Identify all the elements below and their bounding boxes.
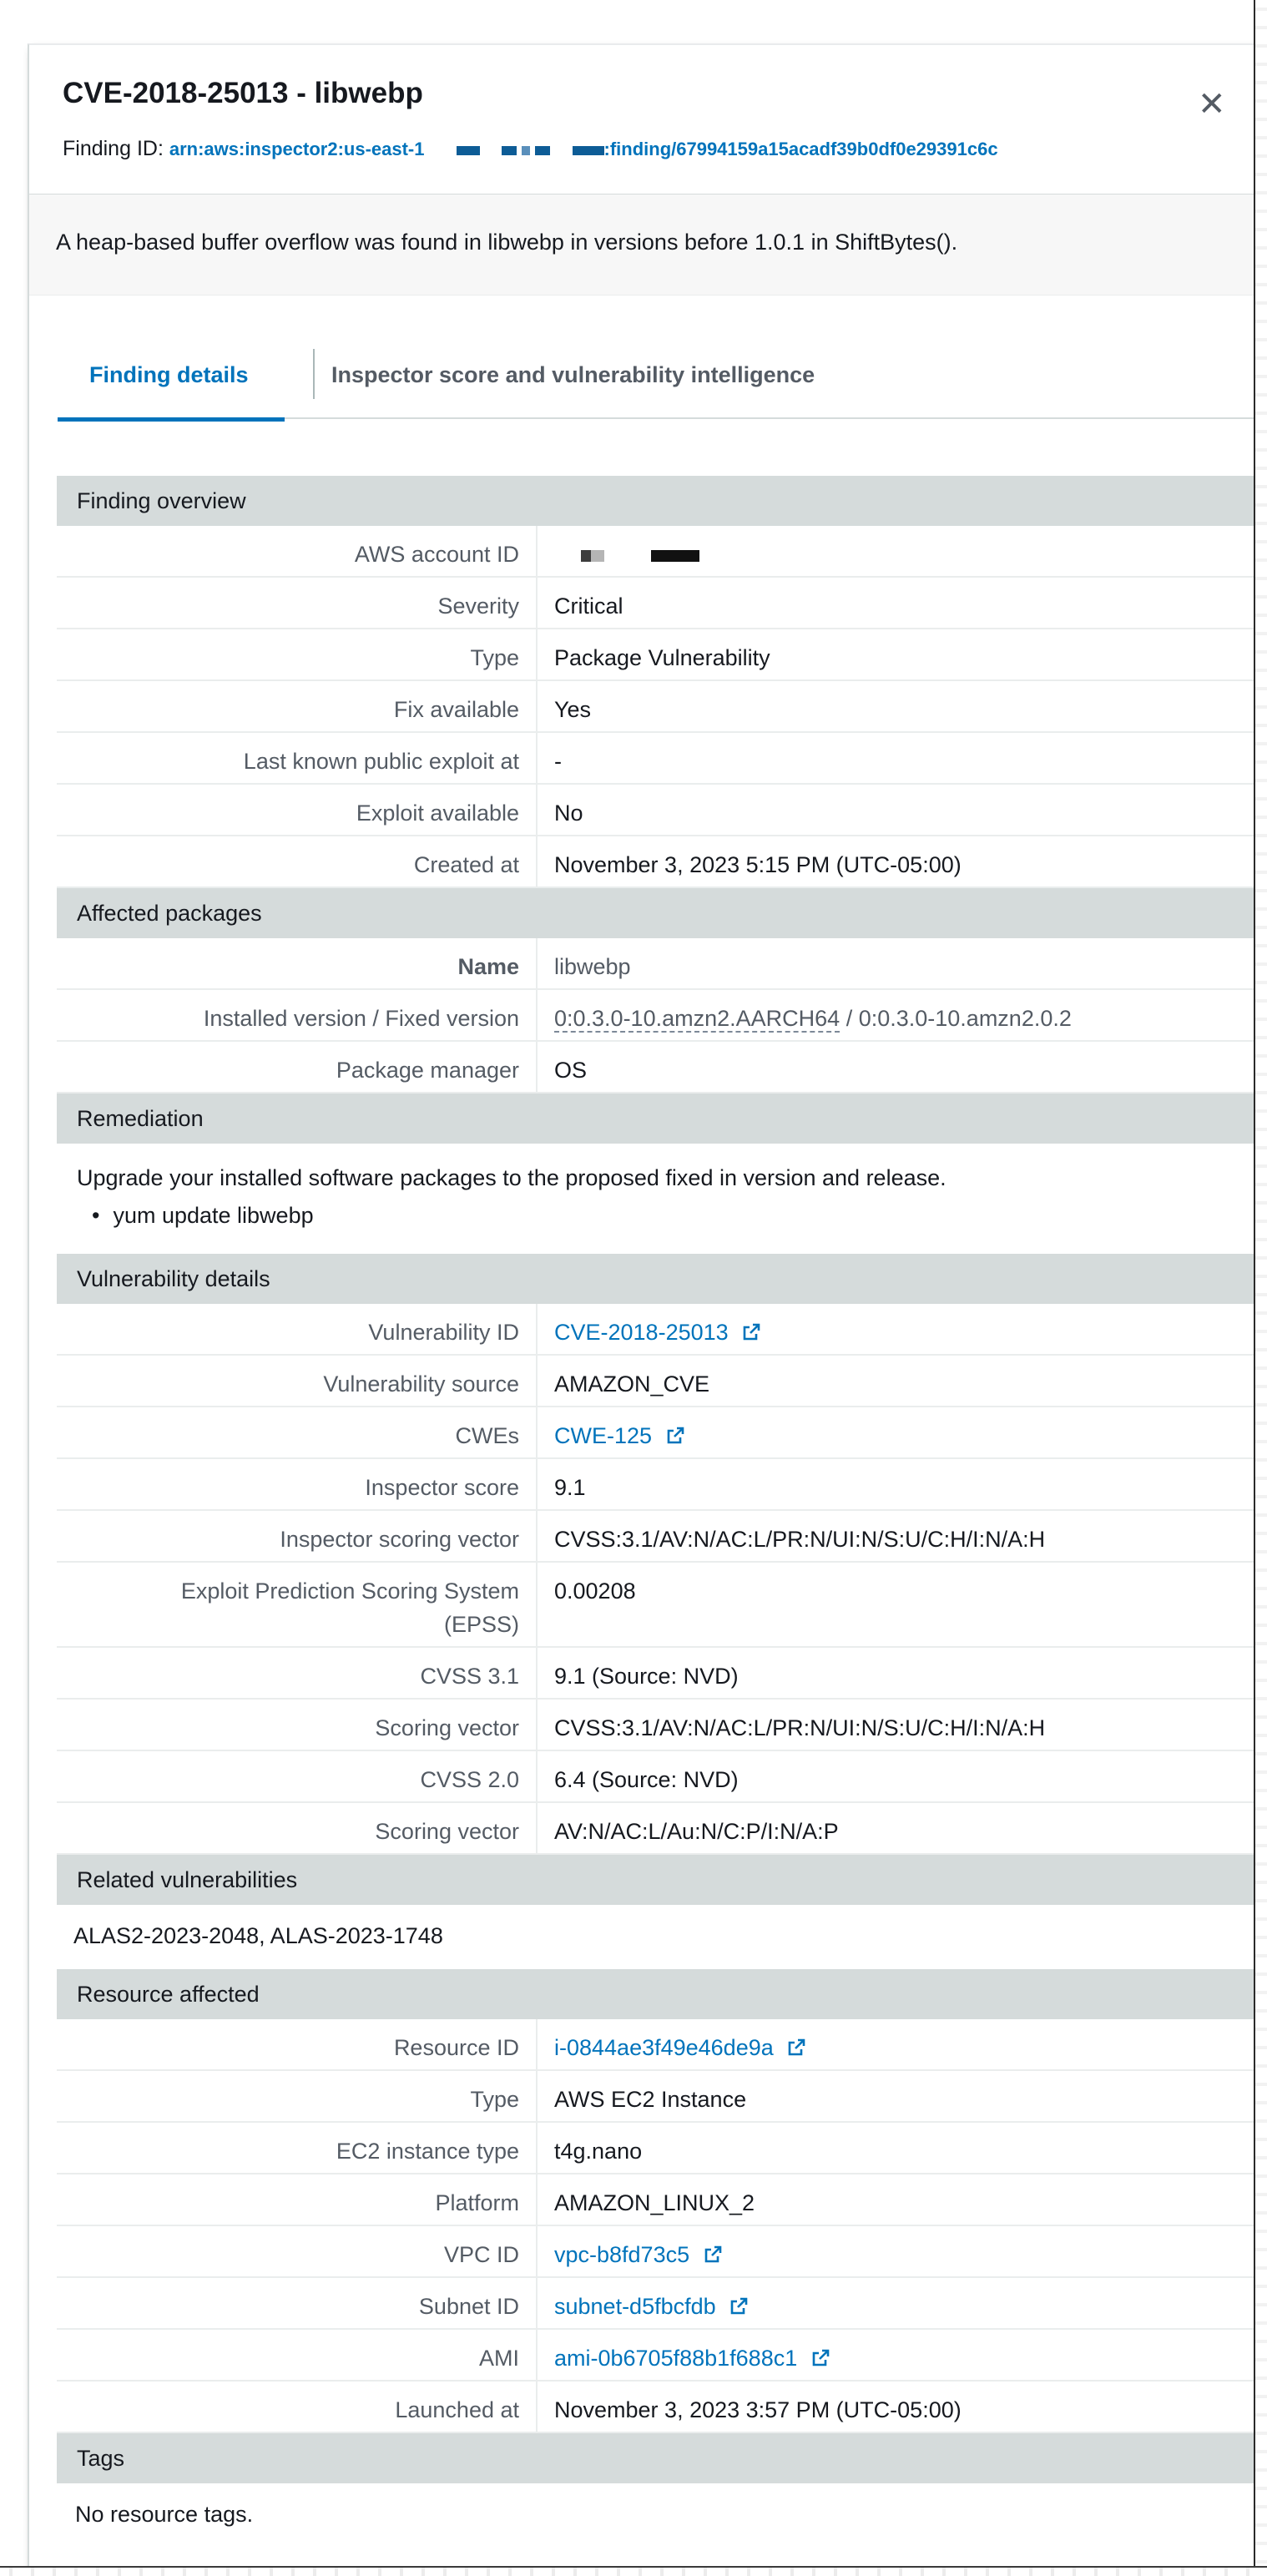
row-key: Resource ID: [57, 2019, 538, 2069]
section-header-vulnerability-details: Vulnerability details: [57, 1254, 1261, 1304]
table-row: [57, 938, 1261, 990]
vulnerability-id-value: [538, 1304, 761, 1354]
table-row: [57, 1511, 1261, 1563]
table-row: [57, 785, 1261, 836]
row-key: Severity: [57, 578, 538, 628]
tab-bar: [58, 331, 1261, 419]
table-row: [57, 2330, 1261, 2382]
row-key: Subnet ID: [57, 2278, 538, 2328]
table-row: [57, 2278, 1261, 2330]
redaction-mark: [502, 146, 517, 155]
table-row: [57, 2019, 1261, 2071]
subnet-id-value: [538, 2278, 749, 2328]
row-key: Inspector score: [57, 1459, 538, 1509]
vulnerability-source-value: AMAZON_CVE: [554, 1371, 710, 1397]
table-row: [57, 1459, 1261, 1511]
remediation-command: • yum update libwebp: [57, 1200, 1261, 1254]
ami-link[interactable]: ami-0b6705f88b1f688c1: [554, 2346, 798, 2371]
external-link-icon[interactable]: [786, 2038, 806, 2058]
table-row: [57, 2123, 1261, 2174]
cwes-value: [538, 1407, 685, 1457]
vpc-id-value: [538, 2226, 723, 2276]
row-key: Vulnerability ID: [57, 1304, 538, 1354]
row-key: Type: [57, 2071, 538, 2121]
section-header-remediation: Remediation: [57, 1094, 1261, 1144]
row-key: AWS account ID: [57, 526, 538, 576]
table-row: [57, 733, 1261, 785]
table-row: [57, 1803, 1261, 1855]
row-key: Inspector scoring vector: [57, 1511, 538, 1561]
vulnerability-id-link[interactable]: CVE-2018-25013: [554, 1320, 729, 1345]
redaction-mark: [581, 550, 591, 562]
redaction-mark: [457, 146, 480, 155]
resource-id-value: [538, 2019, 806, 2069]
row-key: Name: [57, 938, 538, 988]
created-at-value: November 3, 2023 5:15 PM (UTC-05:00): [554, 852, 962, 877]
related-vulnerabilities-value: ALAS2-2023-2048, ALAS-2023-1748: [73, 1923, 443, 1948]
table-row: [57, 1304, 1261, 1356]
redaction-mark: [522, 146, 530, 155]
inspector-score-value: 9.1: [554, 1475, 586, 1500]
finding-id-label: Finding ID:: [63, 137, 164, 160]
tab-inspector-score[interactable]: Inspector score and vulnerability intelligence: [331, 362, 815, 387]
finding-content: [57, 476, 1261, 2548]
inspector-vector-value: CVSS:3.1/AV:N/AC:L/PR:N/UI:N/S:U/C:H/I:N/A:H: [554, 1527, 1046, 1552]
external-link-icon[interactable]: [665, 1426, 685, 1446]
package-name-value: libwebp: [554, 954, 631, 979]
row-key: Vulnerability source: [57, 1356, 538, 1406]
row-key: Type: [57, 629, 538, 679]
table-row: [57, 1751, 1261, 1803]
table-row: [57, 2071, 1261, 2123]
table-row: [57, 836, 1261, 888]
table-row: [57, 681, 1261, 733]
row-key: Exploit Prediction Scoring System (EPSS): [57, 1563, 538, 1646]
row-key: Launched at: [57, 2382, 538, 2432]
table-row: [57, 1563, 1261, 1648]
redaction-mark: [651, 550, 699, 562]
section-header-tags: Tags: [57, 2433, 1261, 2483]
cvss31-value: 9.1 (Source: NVD): [554, 1664, 739, 1689]
remediation-text: Upgrade your installed software packages to the proposed fixed in version and release.: [77, 1165, 946, 1190]
redaction-mark: [591, 550, 604, 562]
finding-detail-panel: [28, 43, 1261, 2568]
installed-version[interactable]: 0:0.3.0-10.amzn2.AARCH64: [554, 1006, 840, 1031]
page-title: CVE-2018-25013 - libwebp: [63, 77, 423, 109]
row-key: CWEs: [57, 1407, 538, 1457]
cwe-link[interactable]: CWE-125: [554, 1423, 653, 1448]
cvss31-vector-value: CVSS:3.1/AV:N/AC:L/PR:N/UI:N/S:U/C:H/I:N/A:H: [554, 1715, 1046, 1740]
fix-available-value: Yes: [554, 697, 592, 722]
fixed-version: 0:0.3.0-10.amzn2.0.2: [858, 1006, 1072, 1031]
row-key: Exploit available: [57, 785, 538, 835]
package-manager-value: OS: [554, 1058, 588, 1083]
type-value: Package Vulnerability: [554, 645, 770, 670]
ec2-instance-type-value: t4g.nano: [554, 2139, 643, 2164]
table-row: [57, 2382, 1261, 2433]
close-icon[interactable]: ✕: [1198, 86, 1226, 123]
panel-header: [29, 45, 1261, 192]
finding-arn-prefix: arn:aws:inspector2:us-east-1: [169, 139, 425, 159]
ami-value: [538, 2330, 830, 2380]
table-row: [57, 1042, 1261, 1094]
row-key: EC2 instance type: [57, 2123, 538, 2173]
table-row: [57, 2174, 1261, 2226]
row-key: Last known public exploit at: [57, 733, 538, 783]
table-row: [57, 1356, 1261, 1407]
table-row: [57, 526, 1261, 578]
row-key: AMI: [57, 2330, 538, 2380]
row-key: CVSS 3.1: [57, 1648, 538, 1698]
row-key: Package manager: [57, 1042, 538, 1092]
version-value: [538, 990, 1072, 1040]
severity-value: Critical: [554, 593, 623, 619]
table-row: [57, 578, 1261, 629]
section-header-finding-overview: Finding overview: [57, 476, 1261, 526]
torn-edge-decoration: [1254, 0, 1267, 2576]
external-link-icon[interactable]: [741, 1322, 761, 1342]
subnet-id-link[interactable]: subnet-d5fbcfdb: [554, 2294, 716, 2319]
row-key: Fix available: [57, 681, 538, 731]
row-key: Platform: [57, 2174, 538, 2225]
row-key: Installed version / Fixed version: [57, 990, 538, 1040]
finding-description: A heap-based buffer overflow was found in libwebp in versions before 1.0.1 in ShiftBytes().: [56, 230, 958, 255]
exploit-available-value: No: [554, 801, 583, 826]
table-row: [57, 2226, 1261, 2278]
row-key: VPC ID: [57, 2226, 538, 2276]
external-link-icon[interactable]: [703, 2245, 723, 2265]
version-separator: /: [840, 1006, 859, 1031]
external-link-icon[interactable]: [810, 2348, 830, 2368]
redaction-mark: [535, 146, 550, 155]
finding-arn-suffix: :finding/67994159a15acadf39b0df0e29391c6c: [603, 139, 998, 159]
redaction-mark: [573, 146, 604, 155]
description-box: [29, 194, 1261, 295]
cvss20-vector-value: AV:N/AC:L/Au:N/C:P/I:N/A:P: [554, 1819, 839, 1844]
table-row: [57, 1648, 1261, 1700]
epss-value: 0.00208: [554, 1578, 636, 1604]
last-exploit-value: -: [554, 749, 562, 774]
launched-at-value: November 3, 2023 3:57 PM (UTC-05:00): [554, 2397, 962, 2422]
finding-arn-link[interactable]: [169, 139, 998, 159]
torn-edge-decoration: [0, 2566, 1267, 2576]
tab-finding-details[interactable]: Finding details: [58, 331, 285, 422]
row-key: CVSS 2.0: [57, 1751, 538, 1801]
row-key: Created at: [57, 836, 538, 886]
resource-id-link[interactable]: i-0844ae3f49e46de9a: [554, 2035, 774, 2060]
external-link-icon[interactable]: [729, 2296, 749, 2316]
table-row: [57, 990, 1261, 1042]
table-row: [57, 1407, 1261, 1459]
tags-value: No resource tags.: [75, 2502, 254, 2527]
vpc-id-link[interactable]: vpc-b8fd73c5: [554, 2242, 690, 2267]
cvss20-value: 6.4 (Source: NVD): [554, 1767, 739, 1792]
platform-value: AMAZON_LINUX_2: [554, 2190, 755, 2215]
section-header-resource-affected: Resource affected: [57, 1969, 1261, 2019]
resource-type-value: AWS EC2 Instance: [554, 2087, 747, 2112]
section-header-affected-packages: Affected packages: [57, 888, 1261, 938]
row-key: Scoring vector: [57, 1803, 538, 1853]
section-header-related-vulnerabilities: Related vulnerabilities: [57, 1855, 1261, 1905]
table-row: [57, 629, 1261, 681]
finding-id: [63, 137, 998, 161]
row-key: Scoring vector: [57, 1700, 538, 1750]
table-row: [57, 1700, 1261, 1751]
aws-account-id-value: [538, 526, 699, 576]
